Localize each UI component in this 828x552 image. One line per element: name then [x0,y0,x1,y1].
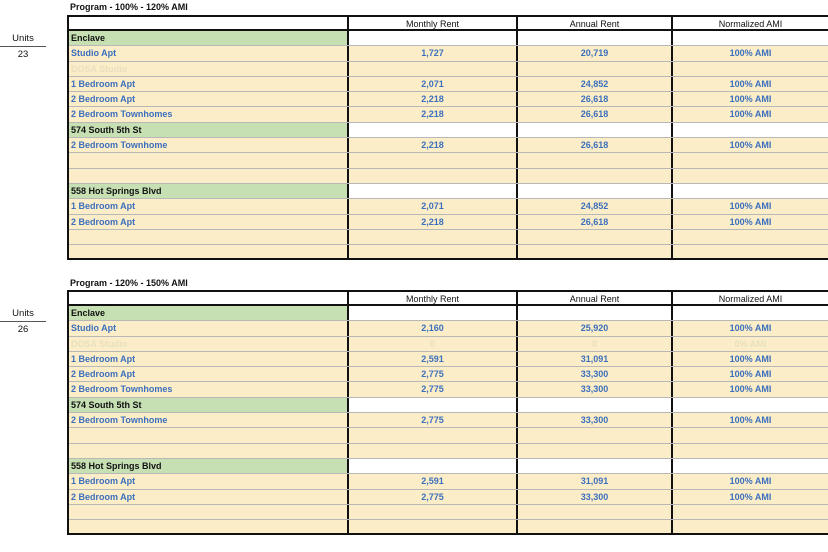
table-row [69,77,828,92]
cell-blank [347,444,516,458]
cell-blank [516,230,671,244]
table-row [69,46,828,61]
annual-rent: 31,091 [516,352,671,366]
cell-blank [516,444,671,458]
unit-type: Studio Apt [69,46,347,60]
annual-rent: 24,852 [516,199,671,213]
monthly-rent: 2,591 [347,352,516,366]
units-label-1: Units [0,32,46,47]
normalized-ami: 100% AMI [671,46,828,60]
header-normalized-ami: Normalized AMI [671,292,828,304]
property-name: 574 South 5th St [69,123,347,137]
monthly-rent: 2,591 [347,474,516,488]
property-name: 558 Hot Springs Blvd [69,184,347,198]
empty-row [69,169,828,184]
table-row [69,413,828,428]
units-value-1: 23 [17,49,29,60]
normalized-ami: 100% AMI [671,215,828,229]
cell-blank [347,428,516,442]
cell-blank [69,230,347,244]
cell-blank [516,520,671,533]
cell-blank [671,428,828,442]
cell-blank [516,123,671,137]
unit-type: 1 Bedroom Apt [69,352,347,366]
normalized-ami: 100% AMI [671,199,828,213]
section-row [69,31,828,46]
cell-blank [516,153,671,167]
monthly-rent: 2,775 [347,367,516,381]
rent-table-1 [67,15,828,260]
annual-rent: 33,300 [516,413,671,427]
unit-type: DOSA Studio [69,337,347,351]
annual-rent: 33,300 [516,367,671,381]
program-title-2: Program - 120% - 150% AMI [70,278,188,288]
normalized-ami: 100% AMI [671,321,828,335]
monthly-rent: 0 [347,337,516,351]
cell-blank [516,31,671,45]
cell-blank [671,306,828,320]
header-annual-rent: Annual Rent [516,292,671,304]
monthly-rent: 2,775 [347,382,516,396]
cell-blank [671,505,828,519]
cell-blank [671,123,828,137]
units-label-2: Units [0,307,46,322]
unit-type: 2 Bedroom Townhome [69,413,347,427]
empty-row [69,230,828,245]
property-name: Enclave [69,306,347,320]
normalized-ami: 100% AMI [671,413,828,427]
cell-blank [671,184,828,198]
cell-blank [69,245,347,258]
table-row [69,382,828,397]
normalized-ami: 100% AMI [671,92,828,106]
unit-type: 2 Bedroom Apt [69,215,347,229]
annual-rent: 25,920 [516,321,671,335]
section-row [69,123,828,138]
cell-blank [347,306,516,320]
annual-rent: 20,719 [516,46,671,60]
rent-table-2 [67,290,828,535]
annual-rent: 26,618 [516,92,671,106]
header-blank [69,17,347,29]
cell-blank [347,230,516,244]
cell-blank [69,444,347,458]
unit-type: 2 Bedroom Townhomes [69,382,347,396]
section-row [69,184,828,199]
normalized-ami: 100% AMI [671,382,828,396]
header-blank [69,292,347,304]
cell-blank [516,398,671,412]
annual-rent: 33,300 [516,382,671,396]
cell-blank [69,505,347,519]
table-row [69,62,828,77]
section-row [69,306,828,321]
empty-row [69,505,828,520]
unit-type: 2 Bedroom Apt [69,367,347,381]
cell-blank [516,306,671,320]
unit-type: 1 Bedroom Apt [69,199,347,213]
cell-blank [347,520,516,533]
monthly-rent: 2,071 [347,199,516,213]
monthly-rent: 2,218 [347,107,516,121]
cell-blank [516,169,671,183]
unit-type: 1 Bedroom Apt [69,77,347,91]
annual-rent: 24,852 [516,77,671,91]
table-row [69,474,828,489]
table-row [69,107,828,122]
cell-blank [347,153,516,167]
normalized-ami: 100% AMI [671,352,828,366]
empty-row [69,245,828,260]
unit-type: 2 Bedroom Townhome [69,138,347,152]
empty-row [69,153,828,168]
cell-blank [347,184,516,198]
cell-blank [69,520,347,533]
annual-rent: 33,300 [516,490,671,504]
unit-type: Studio Apt [69,321,347,335]
monthly-rent: 2,775 [347,490,516,504]
units-value-2: 26 [17,324,29,335]
cell-blank [671,169,828,183]
unit-type: 1 Bedroom Apt [69,474,347,488]
table-row [69,352,828,367]
monthly-rent: 2,218 [347,138,516,152]
normalized-ami: 0% AMI [671,337,828,351]
annual-rent: 26,618 [516,215,671,229]
cell-blank [671,153,828,167]
property-name: 558 Hot Springs Blvd [69,459,347,473]
cell-blank [516,245,671,258]
monthly-rent: 2,775 [347,413,516,427]
cell-blank [516,505,671,519]
property-name: Enclave [69,31,347,45]
table-row [69,92,828,107]
cell-blank [69,428,347,442]
cell-blank [347,398,516,412]
empty-row [69,444,828,459]
header-monthly-rent: Monthly Rent [347,17,516,29]
cell-blank [347,169,516,183]
table-row [69,199,828,214]
cell-blank [516,459,671,473]
cell-blank [671,459,828,473]
annual-rent: 0 [516,337,671,351]
section-row [69,398,828,413]
cell-blank [671,520,828,533]
normalized-ami: 100% AMI [671,367,828,381]
annual-rent: 31,091 [516,474,671,488]
cell-blank [69,153,347,167]
cell-blank [671,230,828,244]
unit-type: 2 Bedroom Townhomes [69,107,347,121]
annual-rent: 26,618 [516,138,671,152]
normalized-ami: 100% AMI [671,490,828,504]
table-header [69,290,828,306]
annual-rent: 26,618 [516,107,671,121]
normalized-ami: 100% AMI [671,138,828,152]
monthly-rent: 2,218 [347,92,516,106]
normalized-ami [671,62,828,76]
table-row [69,367,828,382]
empty-row [69,428,828,443]
cell-blank [347,245,516,258]
cell-blank [671,31,828,45]
monthly-rent: 1,727 [347,46,516,60]
table-header [69,15,828,31]
normalized-ami: 100% AMI [671,77,828,91]
table-row [69,337,828,352]
cell-blank [516,428,671,442]
cell-blank [347,123,516,137]
unit-type: 2 Bedroom Apt [69,490,347,504]
monthly-rent: 2,071 [347,77,516,91]
table-row [69,215,828,230]
header-normalized-ami: Normalized AMI [671,17,828,29]
property-name: 574 South 5th St [69,398,347,412]
cell-blank [347,459,516,473]
table-row [69,138,828,153]
cell-blank [671,245,828,258]
table-row [69,321,828,336]
cell-blank [69,169,347,183]
normalized-ami: 100% AMI [671,474,828,488]
cell-blank [671,398,828,412]
unit-type: 2 Bedroom Apt [69,92,347,106]
empty-row [69,520,828,535]
section-row [69,459,828,474]
annual-rent [516,62,671,76]
cell-blank [347,31,516,45]
monthly-rent: 2,218 [347,215,516,229]
program-title-1: Program - 100% - 120% AMI [70,2,188,12]
monthly-rent [347,62,516,76]
header-annual-rent: Annual Rent [516,17,671,29]
monthly-rent: 2,160 [347,321,516,335]
cell-blank [671,444,828,458]
table-row [69,490,828,505]
normalized-ami: 100% AMI [671,107,828,121]
header-monthly-rent: Monthly Rent [347,292,516,304]
unit-type: DOSA Studio [69,62,347,76]
cell-blank [347,505,516,519]
cell-blank [516,184,671,198]
